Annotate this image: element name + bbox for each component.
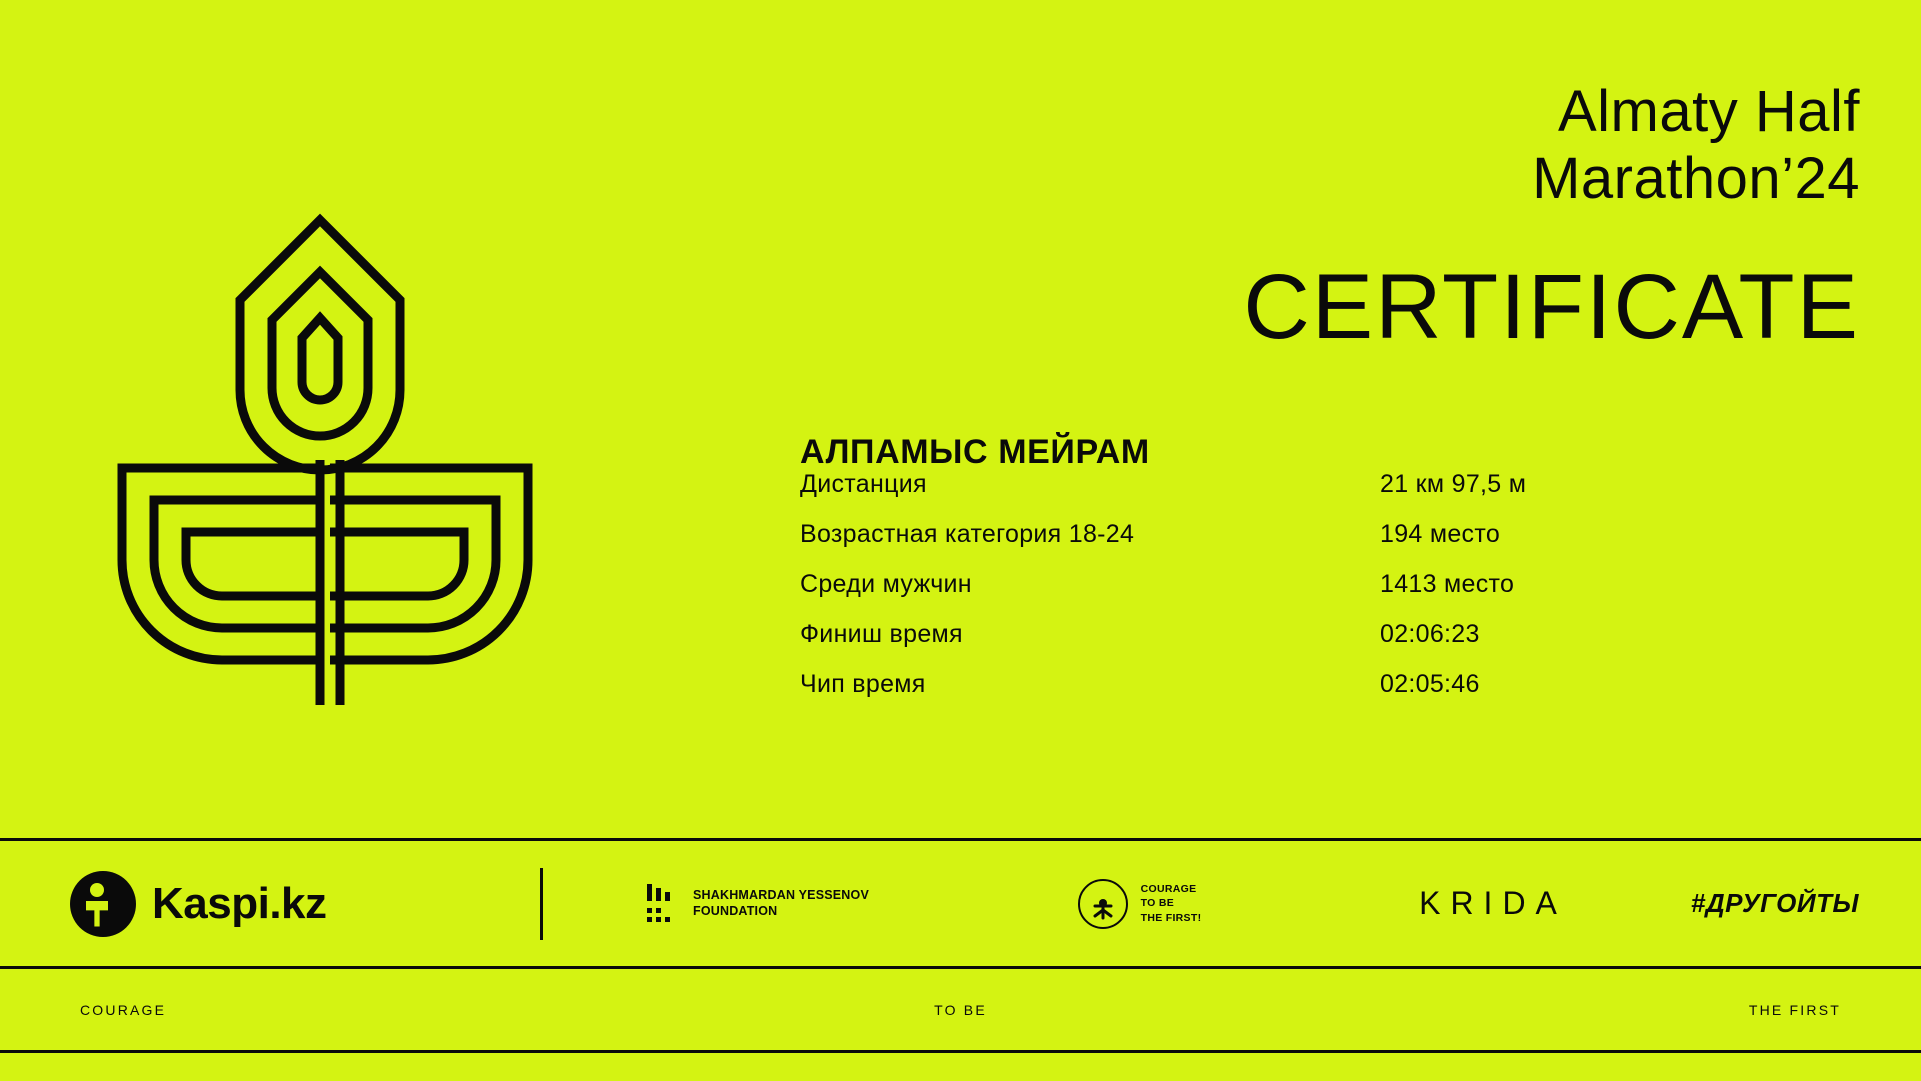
sponsor-drugoity xyxy=(1683,841,1921,966)
slogan-right: THE FIRST xyxy=(1748,1001,1841,1018)
result-value: 02:06:23 xyxy=(1380,619,1480,648)
tulip-emblem-icon xyxy=(60,160,580,720)
table-row xyxy=(800,622,1860,672)
kaspi-logo-icon xyxy=(70,871,136,937)
drugoity-wordmark: #ДРУГОЙТЫ xyxy=(1690,888,1859,918)
corporate-fund-logo-icon xyxy=(1075,876,1131,932)
result-value: 194 место xyxy=(1380,519,1501,548)
result-label: Среди мужчин xyxy=(800,569,972,598)
participant-name: АЛПАМЫС МЕЙРАМ xyxy=(800,432,1150,471)
sponsor-bar xyxy=(0,841,1921,966)
sponsor-kaspi xyxy=(0,841,540,966)
kaspi-wordmark: Kaspi.kz xyxy=(152,878,327,928)
result-label: Дистанция xyxy=(800,469,927,498)
yessenov-wordmark xyxy=(693,888,869,919)
krida-wordmark: KRIDA xyxy=(1419,885,1567,921)
slogan-center: TO BE xyxy=(934,1001,987,1018)
yessenov-logo-icon xyxy=(647,884,681,924)
table-row xyxy=(800,472,1860,522)
result-label: Финиш время xyxy=(800,619,963,648)
yessenov-line-1: SHAKHMARDAN YESSENOV xyxy=(692,887,869,902)
result-value: 1413 место xyxy=(1380,569,1515,598)
slogan-strip xyxy=(0,969,1921,1050)
table-row xyxy=(800,522,1860,572)
fund-line-2: TO BE xyxy=(1140,897,1175,910)
event-title xyxy=(800,60,1860,213)
slogan-left: COURAGE xyxy=(80,1001,167,1018)
result-value: 02:05:46 xyxy=(1380,669,1480,698)
sponsor-corporate-fund xyxy=(973,841,1303,966)
corporate-fund-wordmark xyxy=(1141,882,1202,925)
result-label: Возрастная категория 18-24 xyxy=(800,519,1135,548)
event-title-line-1: Almaty Half xyxy=(1557,79,1860,144)
fund-line-1: COURAGE xyxy=(1140,883,1197,896)
document-type-heading: CERTIFICATE xyxy=(1243,255,1860,358)
fund-line-3: THE FIRST! xyxy=(1140,911,1202,924)
certificate-details xyxy=(800,60,1860,800)
table-row xyxy=(800,672,1860,722)
table-row xyxy=(800,572,1860,622)
divider-bottom xyxy=(0,1050,1921,1053)
sponsor-yessenov-foundation xyxy=(543,841,973,966)
results-table xyxy=(800,469,1860,722)
event-title-line-2: Marathon’24 xyxy=(1532,146,1860,212)
sponsor-krida xyxy=(1303,841,1683,966)
result-value: 21 км 97,5 м xyxy=(1380,469,1527,498)
yessenov-line-2: FOUNDATION xyxy=(692,903,778,918)
result-label: Чип время xyxy=(800,669,926,698)
